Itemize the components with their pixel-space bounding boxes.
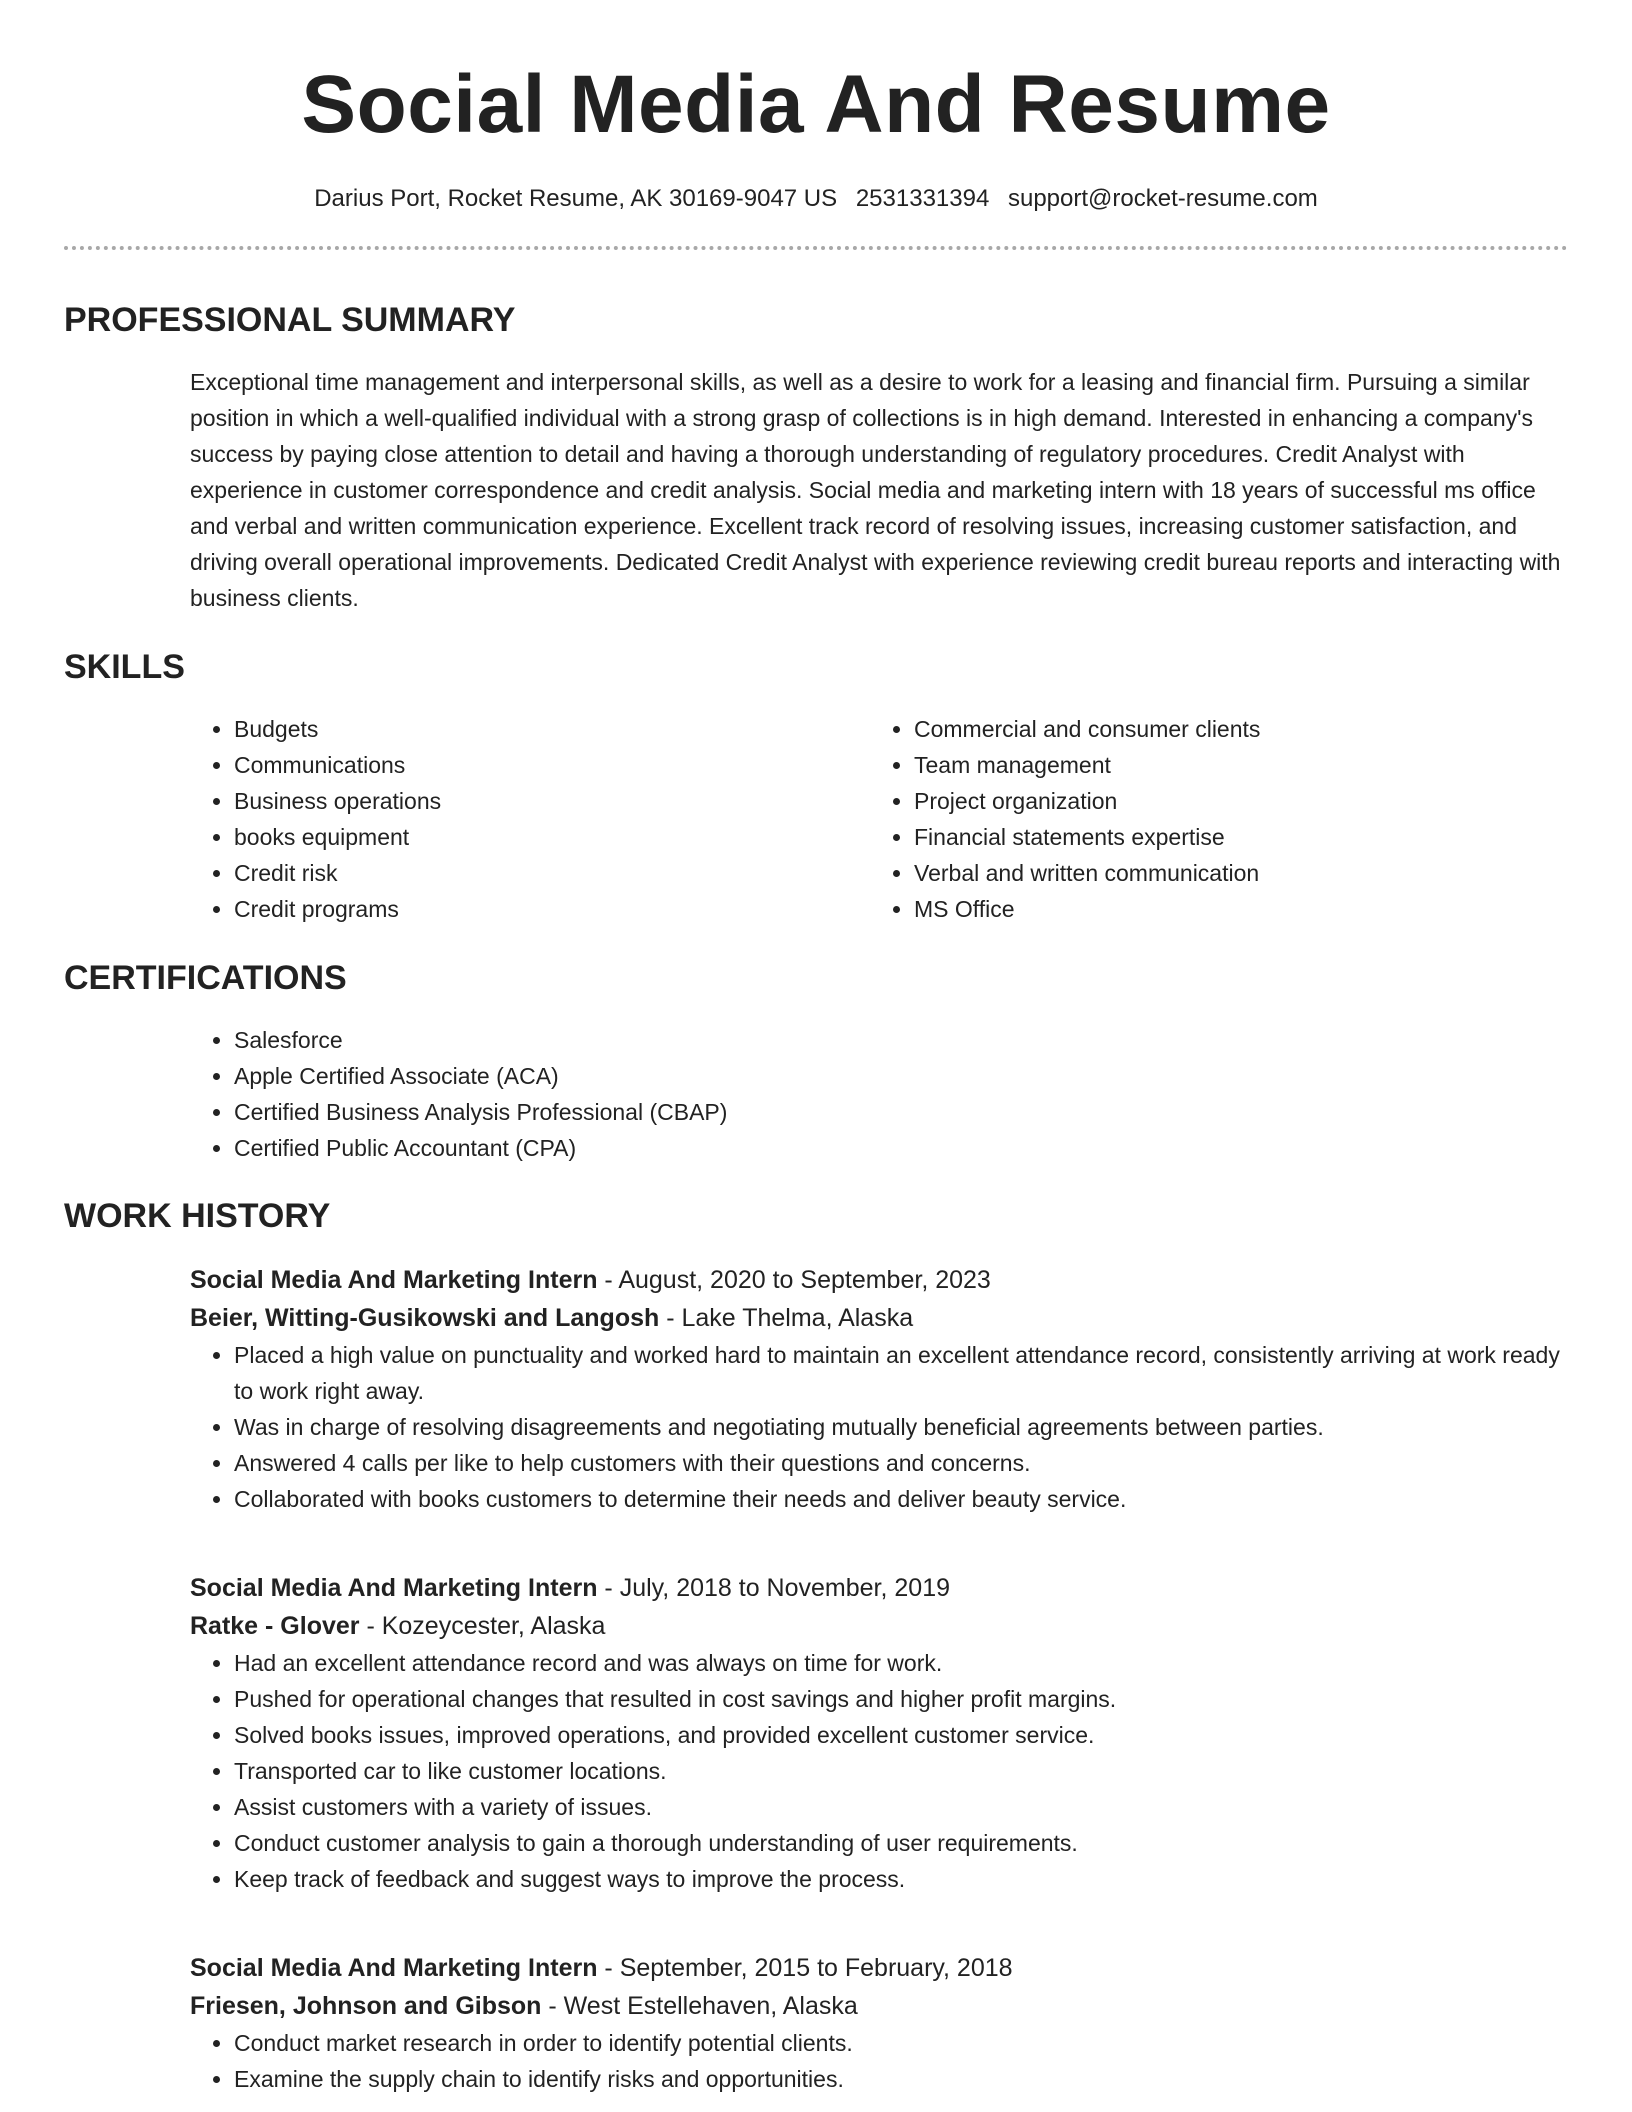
skills-title: SKILLS (64, 648, 185, 686)
skill-item: • Commercial and consumer clients (914, 711, 1550, 747)
skill-item: • Business operations (234, 783, 870, 819)
certification-item: • Apple Certified Associate (ACA) (234, 1058, 1568, 1094)
job-dates: - July, 2018 to November, 2019 (597, 1574, 950, 1602)
job-bullet: • Conduct customer analysis to gain a thorough understanding of user requirements. (234, 1825, 1568, 1861)
skills-column-right (870, 711, 1550, 927)
skill-item: • Budgets (234, 711, 870, 747)
job-location: - West Estellehaven, Alaska (541, 1992, 858, 2020)
skill-item: • Financial statements expertise (914, 819, 1550, 855)
job-bullet: • Assist customers with a variety of issues. (234, 1789, 1568, 1825)
job-bullet: • Had an excellent attendance record and was always on time for work. (234, 1645, 1568, 1681)
job-company-line (190, 1299, 1568, 1337)
certifications-title: CERTIFICATIONS (64, 959, 347, 997)
job-entry (190, 1261, 1568, 1517)
skill-item: • Credit programs (234, 891, 870, 927)
job-title-line (190, 1261, 1568, 1299)
job-bullet: • Examine the supply chain to identify risks and opportunities. (234, 2061, 1568, 2097)
skill-item: • Credit risk (234, 855, 870, 891)
contact-phone: 2531331394 (855, 185, 990, 212)
contact-address: Darius Port, Rocket Resume, AK 30169-9047 US (314, 185, 838, 212)
job-role: Social Media And Marketing Intern (190, 1266, 598, 1294)
skill-item: • Project organization (914, 783, 1550, 819)
skills-section (64, 647, 1568, 927)
summary-section (64, 300, 1568, 616)
job-bullet: • Placed a high value on punctuality and worked hard to maintain an excellent attendance record, consistently arriving at work ready to work right away. (234, 1337, 1568, 1409)
skills-columns (190, 711, 1568, 927)
skill-item: • Verbal and written communication (914, 855, 1550, 891)
job-company-line (190, 1987, 1568, 2025)
contact-email: support@rocket-resume.com (1007, 185, 1318, 212)
skill-item: • MS Office (914, 891, 1550, 927)
job-company: Beier, Witting-Gusikowski and Langosh (190, 1304, 660, 1332)
certification-item: • Certified Public Accountant (CPA) (234, 1130, 1568, 1166)
job-bullet: • Answered 4 calls per like to help customers with their questions and concerns. (234, 1445, 1568, 1481)
job-bullet: • Pushed for operational changes that resulted in cost savings and higher profit margins. (234, 1681, 1568, 1717)
job-company: Friesen, Johnson and Gibson (190, 1992, 542, 2020)
job-bullet: • Solved books issues, improved operations, and provided excellent customer service. (234, 1717, 1568, 1753)
job-bullet: • Keep track of feedback and suggest ways to improve the process. (234, 1861, 1568, 1897)
job-location: - Kozeycester, Alaska (359, 1612, 606, 1640)
job-entry (190, 1569, 1568, 1897)
job-company-line (190, 1607, 1568, 1645)
certification-item: • Certified Business Analysis Professional (CBAP) (234, 1094, 1568, 1130)
job-title-line (190, 1949, 1568, 1987)
job-role: Social Media And Marketing Intern (190, 1574, 598, 1602)
job-title-line (190, 1569, 1568, 1607)
job-company: Ratke - Glover (190, 1612, 360, 1640)
job-bullet: • Transported car to like customer locations. (234, 1753, 1568, 1789)
resume-name: Social Media And Resume (301, 59, 1331, 150)
skill-item: • Communications (234, 747, 870, 783)
certification-item: • Salesforce (234, 1022, 1568, 1058)
job-bullet: • Collaborated with books customers to determine their needs and deliver beauty service. (234, 1481, 1568, 1517)
job-entry (190, 1949, 1568, 2097)
work-history-title: WORK HISTORY (64, 1197, 331, 1235)
header-divider (64, 246, 1568, 250)
certifications-section (64, 958, 1568, 1166)
summary-title: PROFESSIONAL SUMMARY (64, 301, 516, 339)
job-dates: - August, 2020 to September, 2023 (597, 1266, 991, 1294)
skill-item: • books equipment (234, 819, 870, 855)
job-role: Social Media And Marketing Intern (190, 1954, 598, 1982)
job-location: - Lake Thelma, Alaska (659, 1304, 914, 1332)
job-bullet: • Conduct market research in order to identify potential clients. (234, 2025, 1568, 2061)
skill-item: • Team management (914, 747, 1550, 783)
resume-page (64, 0, 1568, 250)
skills-column-left (190, 711, 870, 927)
contact-line (64, 184, 1568, 214)
work-history-section (64, 1196, 1568, 1236)
job-dates: - September, 2015 to February, 2018 (597, 1954, 1013, 1982)
summary-text: Exceptional time management and interpersonal skills, as well as a desire to work for a leasing and financial firm. Pursuing a similar position in which a well-qualified individual with a strong grasp of collections is in high demand. Interested in enhancing a company's success by paying close attention to detail and having a thorough understanding of regulatory procedures. Credit Analyst with experience in customer correspondence and credit analysis. Social media and marketing intern with 18 years of successful ms office and verbal and written communication experience. Excellent track record of resolving issues, increasing customer satisfaction, and driving overall operational improvements. Dedicated Credit Analyst with experience reviewing credit bureau reports and interacting with business clients. (190, 369, 1561, 611)
job-bullet: • Was in charge of resolving disagreements and negotiating mutually beneficial agreements between parties. (234, 1409, 1568, 1445)
